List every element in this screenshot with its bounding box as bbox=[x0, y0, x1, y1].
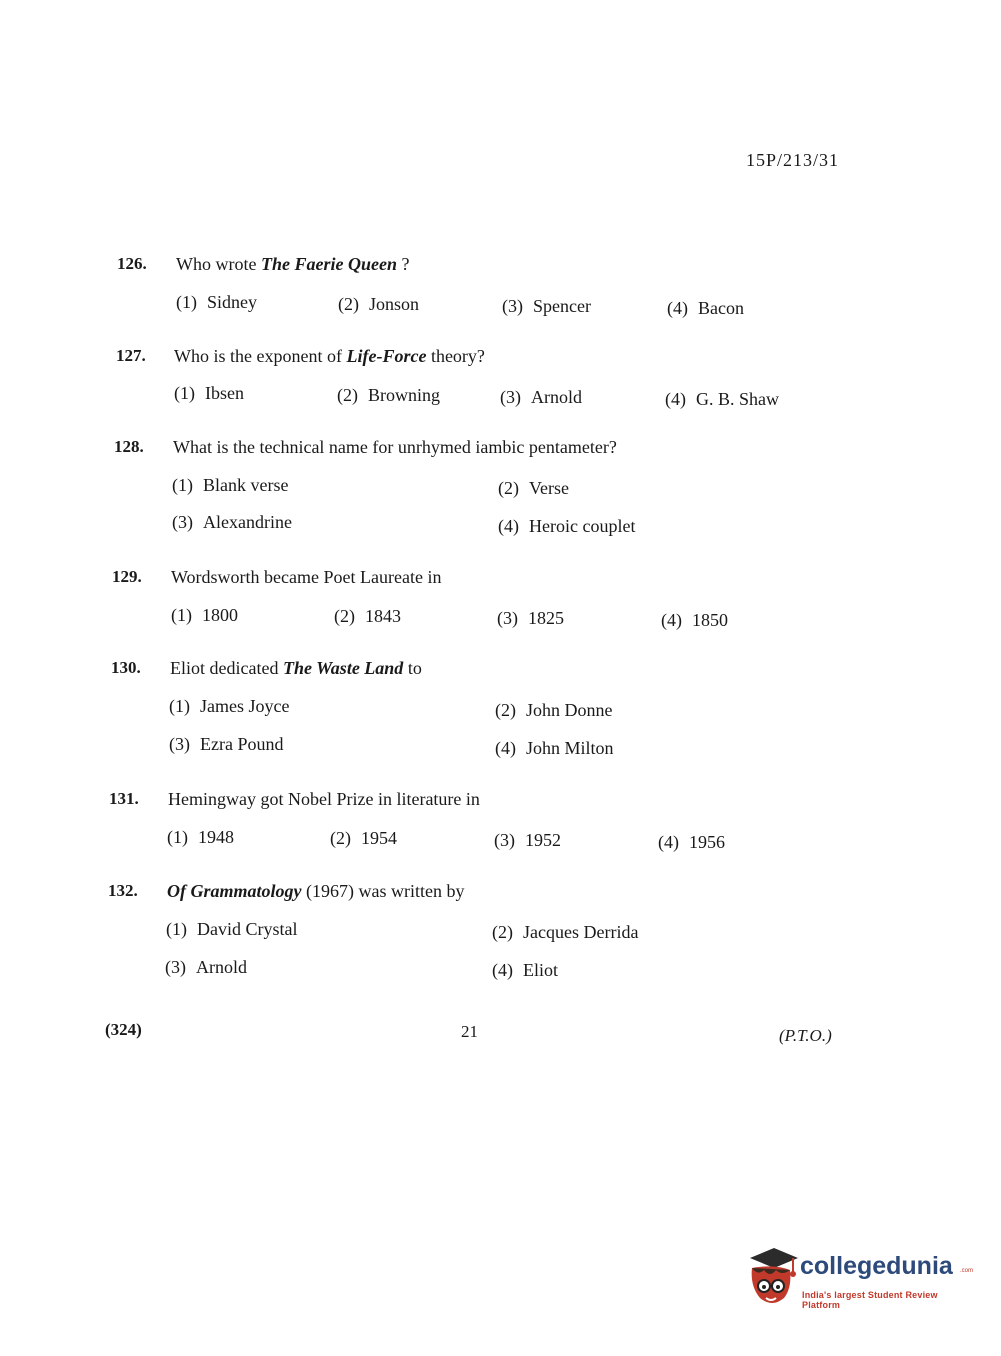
question-text: Wordsworth became Poet Laureate in bbox=[171, 567, 442, 587]
option-4: (4) Bacon bbox=[667, 298, 744, 318]
option-4: (4) 1850 bbox=[661, 610, 728, 630]
option-1: (1) Sidney bbox=[176, 292, 258, 312]
logo-wordmark: collegedunia bbox=[800, 1252, 953, 1280]
option-1: (1) David Crystal bbox=[166, 919, 298, 939]
option-2: (2) Jonson bbox=[338, 294, 420, 314]
question-number: 127. bbox=[116, 346, 146, 365]
question-number: 128. bbox=[114, 437, 144, 456]
question-text: Of Grammatology (1967) was written by bbox=[167, 881, 465, 901]
question-number: 129. bbox=[112, 567, 142, 586]
option-3: (3) 1952 bbox=[494, 830, 561, 850]
option-1: (1) Ibsen bbox=[174, 383, 244, 403]
pto-note: (P.T.O.) bbox=[779, 1026, 832, 1045]
option-2: (2) 1954 bbox=[330, 828, 397, 848]
booklet-number: (324) bbox=[105, 1020, 142, 1039]
question-number: 131. bbox=[109, 789, 139, 808]
option-2: (2) John Donne bbox=[495, 700, 613, 720]
question-text: What is the technical name for unrhymed iambic pentameter? bbox=[173, 437, 617, 457]
option-1: (1) 1948 bbox=[167, 827, 234, 847]
question-text: Hemingway got Nobel Prize in literature in bbox=[168, 789, 480, 809]
logo-domain-suffix: .com bbox=[960, 1268, 974, 1274]
option-4: (4) John Milton bbox=[495, 738, 614, 758]
question-number: 130. bbox=[111, 658, 141, 677]
question-number: 132. bbox=[108, 881, 138, 900]
option-4: (4) Eliot bbox=[492, 960, 558, 980]
question-text: Who wrote The Faerie Queen ? bbox=[176, 254, 410, 274]
option-1: (1) James Joyce bbox=[169, 696, 290, 716]
question-number: 126. bbox=[117, 254, 147, 273]
option-3: (3) Arnold bbox=[165, 957, 247, 977]
question-text: Eliot dedicated The Waste Land to bbox=[170, 658, 422, 678]
mascot-icon bbox=[744, 1246, 800, 1310]
option-4: (4) Heroic couplet bbox=[498, 516, 636, 536]
option-3: (3) 1825 bbox=[497, 608, 564, 628]
option-3: (3) Arnold bbox=[500, 387, 582, 407]
page-number: 21 bbox=[461, 1022, 478, 1041]
option-2: (2) Verse bbox=[498, 478, 569, 498]
paper-code: 15P/213/31 bbox=[746, 150, 840, 170]
option-3: (3) Ezra Pound bbox=[169, 734, 284, 754]
option-3: (3) Spencer bbox=[502, 296, 591, 316]
option-2: (2) 1843 bbox=[334, 606, 401, 626]
collegedunia-logo bbox=[744, 1246, 974, 1310]
question-text: Who is the exponent of Life-Force theory? bbox=[174, 346, 485, 366]
option-3: (3) Alexandrine bbox=[172, 512, 292, 532]
option-4: (4) G. B. Shaw bbox=[665, 389, 780, 409]
option-1: (1) Blank verse bbox=[172, 475, 289, 495]
logo-tagline: India's largest Student Review Platform bbox=[802, 1290, 938, 1310]
option-2: (2) Jacques Derrida bbox=[492, 922, 639, 942]
option-2: (2) Browning bbox=[337, 385, 440, 405]
option-1: (1) 1800 bbox=[171, 605, 238, 625]
option-4: (4) 1956 bbox=[658, 832, 725, 852]
